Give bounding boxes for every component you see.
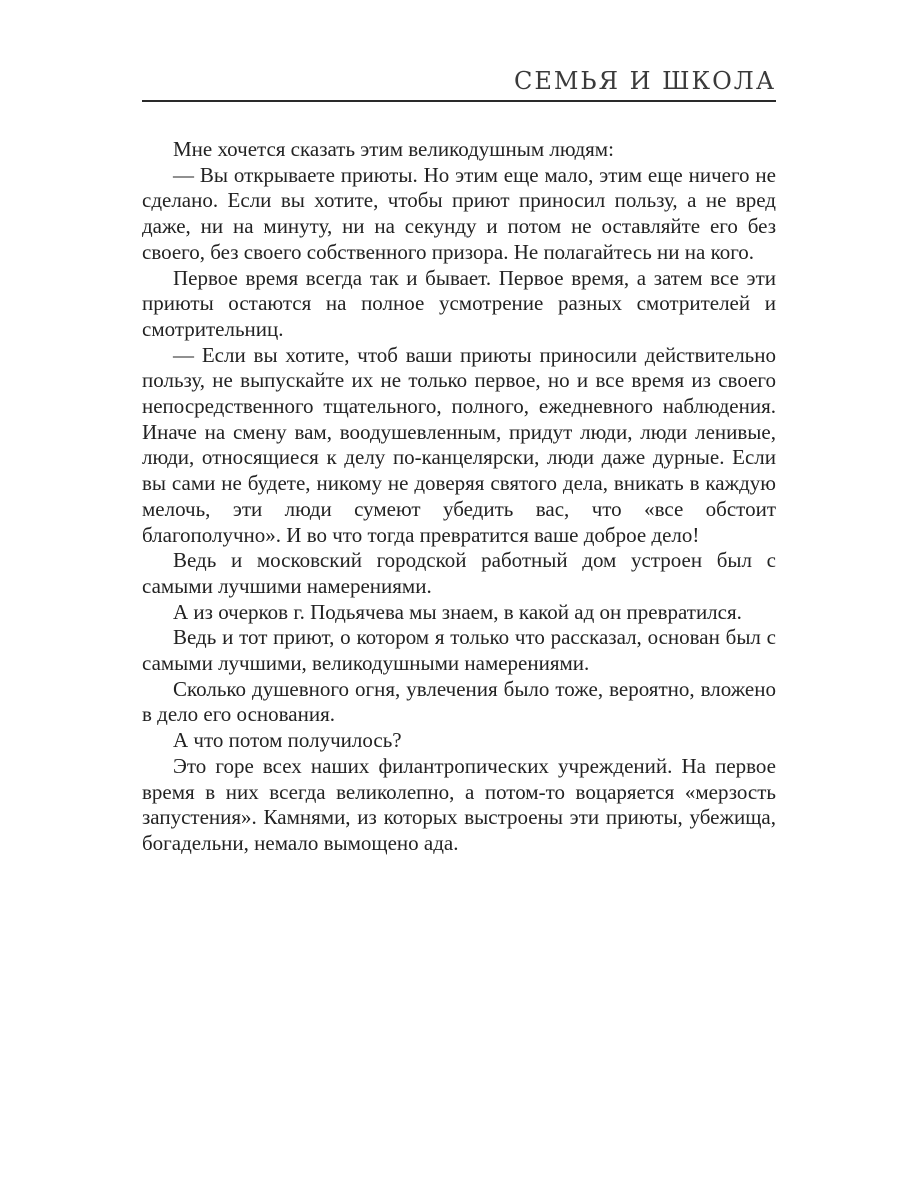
- header-rule: [142, 100, 776, 102]
- paragraph: Первое время всегда так и бывает. Первое время, а затем все эти приюты остаются на полное усмотрение разных смотрителей и смотрительниц.: [142, 265, 776, 341]
- paragraph: Сколько душевного огня, увлечения было тоже, вероятно, вложено в дело его основания.: [142, 676, 776, 727]
- paragraph: А из очерков г. Подьячева мы знаем, в какой ад он превратился.: [173, 599, 742, 624]
- paragraph: Мне хочется сказать этим великодушным людям:: [173, 137, 614, 161]
- paragraph: А что потом получилось?: [173, 728, 402, 753]
- paragraph: Ведь и тот приют, о котором я только что рассказал, основан был с самыми лучшими, великодушными намерениями.: [142, 625, 776, 676]
- running-head-title: СЕМЬЯ И ШКОЛА: [513, 67, 776, 95]
- paragraph: Ведь и московский городской работный дом устроен был с самыми лучшими намерениями.: [142, 548, 776, 598]
- body-text: [142, 137, 776, 857]
- paragraph: — Если вы хотите, чтоб ваши приюты приносили действительно пользу, не выпускайте их не только первое, но и все время из своего непосредственного тщательного, полного, ежедневного наблюдения. Иначе на смену вам, воодушевленным, придут люди, люди ленивые, люди, относящиеся к делу по-канцелярски, люди даже дурные. Если вы сами не будете, никому не доверяя святого дела, вникать в каждую мелочь, эти люди сумеют убедить вас, что «все обстоит благополучно». И во что тогда превратится ваше доброе дело!: [142, 342, 776, 547]
- paragraph: — Вы открываете приюты. Но этим еще мало, этим еще ничего не сделано. Если вы хотите, чтобы приют приносил пользу, а не вред даже, ни на минуту, ни на секунду и потом не оставляйте его без своего, без своего собственного призора. Не полагайтесь ни на кого.: [142, 162, 776, 264]
- paragraph: Это горе всех наших филантропических учреждений. На первое время в них всегда великолепно, а потом-то воцаряется «мерзость запустения». Камнями, из которых выстроены эти приюты, убежища, богадельни, немало вымощено ада.: [142, 753, 776, 855]
